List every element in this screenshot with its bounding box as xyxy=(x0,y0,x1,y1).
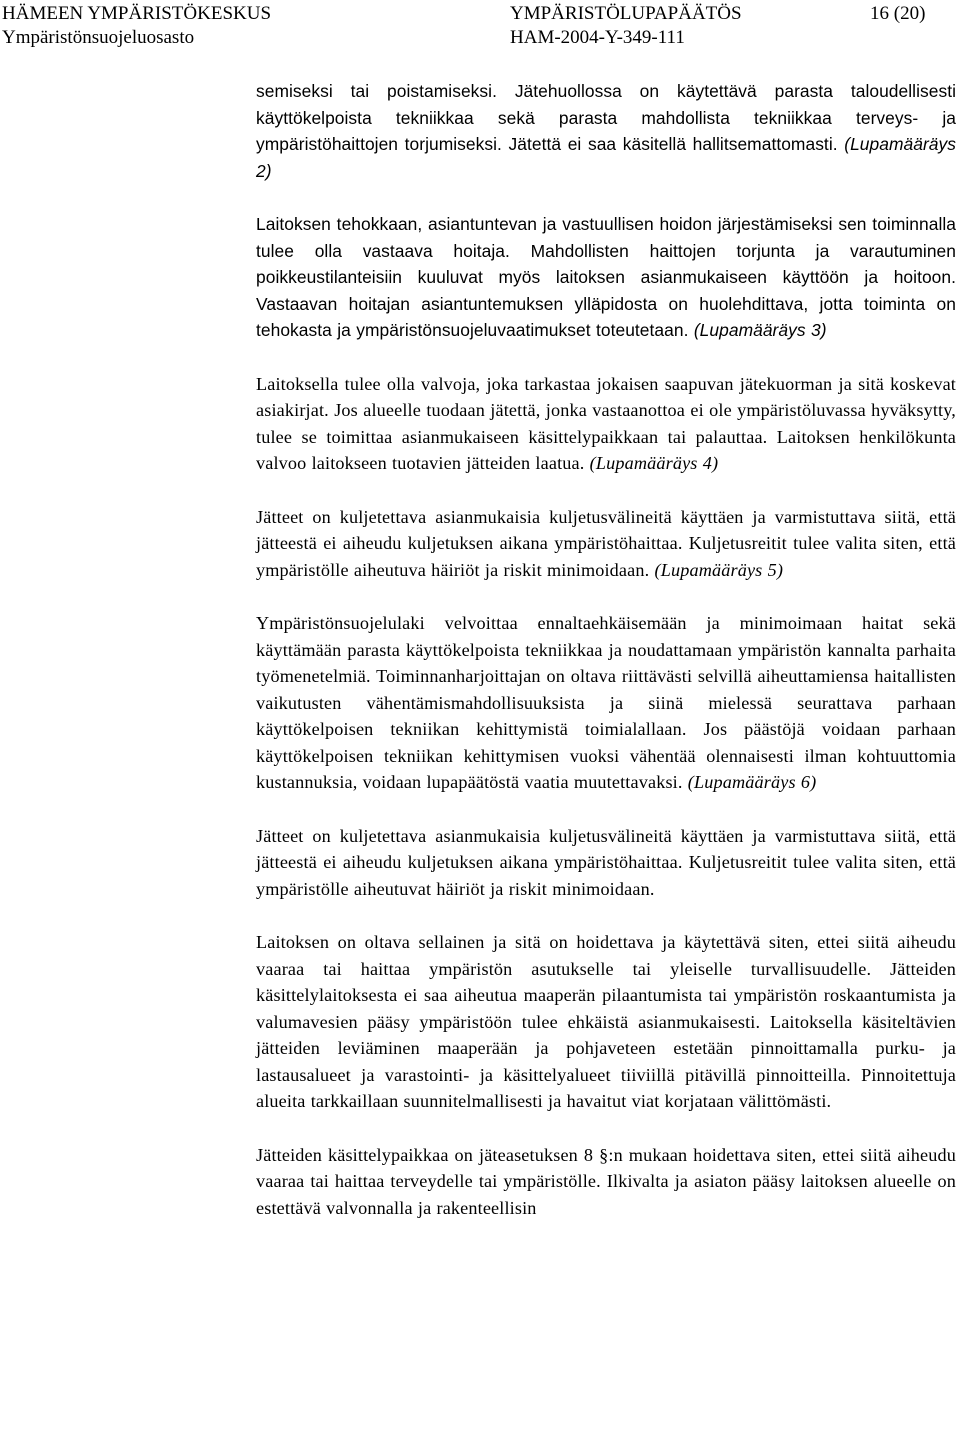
department-name: Ympäristönsuojeluosasto xyxy=(2,27,195,48)
permit-condition-reference: (Lupamääräys 2) xyxy=(256,134,956,181)
paragraph-text: Jätteet on kuljetettava asianmukaisia kuljetusvälineitä käyttäen ja varmistuttava siitä, että jätteestä ei aiheudu kuljetuksen aikana ympäristöhaittaa. Kuljetusreitit tulee valita siten, että ympäristölle aiheutuva häiriöt ja riskit minimoidaan. xyxy=(256,506,956,580)
paragraph-text: Laitoksella tulee olla valvoja, joka tarkastaa jokaisen saapuvan jätekuorman ja sitä koskevat asiakirjat. Jos alueelle tuodaan jätettä, jonka vastaanottoa ei ole ympäristöluvassa hyväksytty, tulee se toimittaa asianmukaiseen käsittelypaikkaan tai palauttaa. Laitoksen henkilökunta valvoo laitokseen tuotavien jätteiden laatua. xyxy=(256,373,956,473)
paragraph-waste-decree xyxy=(256,1142,956,1222)
paragraph-responsible-manager xyxy=(256,211,956,344)
paragraph-text: Laitoksen tehokkaan, asiantuntevan ja vastuullisen hoidon järjestämiseksi sen toiminnalla tulee olla vastaava hoitaja. Mahdollisten haittojen torjunta ja varautuminen poikkeustilanteisiin kuuluvat myös laitoksen asianmukaiseen käyttöön ja hoitoon. Vastaavan hoitajan asiantuntemuksen ylläpidosta on huolehdittava, jotta toiminta on tehokasta ja ympäristönsuojeluvaatimukset toteutetaan. xyxy=(256,214,956,340)
page-number: 16 (20) xyxy=(870,3,926,24)
document-type: YMPÄRISTÖLUPAPÄÄTÖS xyxy=(510,3,742,24)
paragraph-transport xyxy=(256,504,956,584)
paragraph-transport-rationale xyxy=(256,823,956,903)
paragraph-best-available-technique xyxy=(256,610,956,796)
paragraph-text: semiseksi tai poistamiseksi. Jätehuollossa on käytettävä parasta taloudellisesti käyttökelpoista tekniikkaa sekä parasta mahdollista tekniikkaa terveys- ja ympäristöhaittojen torjumiseksi. Jätettä ei saa käsitellä hallitsemattomasti. xyxy=(256,81,956,154)
paragraph-text: Laitoksen on oltava sellainen ja sitä on hoidettava ja käytettävä siten, ettei siitä aiheudu vaaraa tai haittaa ympäristön asutukselle tai yleiselle turvallisuudelle. Jätteiden käsittelylaitoksesta ei saa aiheutua maaperän pilaantumista tai ympäristön roskaantumista ja valumavesien pääsy ympäristöön tulee ehkäistä asianmukaisesti. Laitoksella käsiteltävien jätteiden leviäminen maaperään ja pohjaveteen estetään pinnoittamalla purku- ja lastausalueet ja varastointi- ja käsittelyalueet tiiviillä pitävillä pinnoitteilla. Pinnoitettuja alueita tarkkaillaan suunnitelmallisesti ja havaitut viat korjataan välittömästi. xyxy=(256,932,956,1111)
document-id: HAM-2004-Y-349-111 xyxy=(510,27,685,48)
paragraph-text: Ympäristönsuojelulaki velvoittaa ennaltaehkäisemään ja minimoimaan haitat sekä käyttämään parasta käyttökelpoista tekniikkaa ja noudattamaan ympäristön kannalta parhaita työmenetelmiä. Toiminnanharjoittajan on oltava riittävästi selvillä aiheuttamiensa haitallisten vaikutusten vähentämismahdollisuuksista ja siinä mielessä seurattava parhaan käyttökelpoisen tekniikan kehittymistä toimialallaan. Jos päästöjä voidaan parhaan käyttökelpoisen tekniikan kehittymisen vuoksi vähentää olennaisesti ilman kohtuuttomia kustannuksia, voidaan lupapäätöstä vaatia muutettavaksi. xyxy=(256,613,956,792)
permit-condition-reference: (Lupamääräys 4) xyxy=(589,453,719,473)
permit-condition-reference: (Lupamääräys 6) xyxy=(687,772,817,792)
document-body xyxy=(256,78,956,1248)
page-header xyxy=(0,0,960,52)
paragraph-load-inspection xyxy=(256,371,956,477)
authority-name: HÄMEEN YMPÄRISTÖKESKUS xyxy=(2,3,272,24)
permit-condition-reference: (Lupamääräys 3) xyxy=(693,320,827,340)
paragraph-text: Jätteet on kuljetettava asianmukaisia kuljetusvälineitä käyttäen ja varmistuttava siitä, että jätteestä ei aiheudu kuljetuksen aikana ympäristöhaittaa. Kuljetusreitit tulee valita siten, että ympäristölle aiheutuvat häiriöt ja riskit minimoidaan. xyxy=(256,825,956,899)
paragraph-text: Jätteiden käsittelypaikkaa on jäteasetuksen 8 §:n mukaan hoidettava siten, ettei siitä aiheudu vaaraa tai haittaa terveydelle tai ympäristölle. Ilkivalta ja asiaton pääsy laitoksen alueelle on estettävä valvonnalla ja rakenteellisin xyxy=(256,1144,956,1218)
paragraph-facility-operation xyxy=(256,929,956,1115)
paragraph-waste-handling xyxy=(256,78,956,184)
permit-condition-reference: (Lupamääräys 5) xyxy=(654,559,784,580)
